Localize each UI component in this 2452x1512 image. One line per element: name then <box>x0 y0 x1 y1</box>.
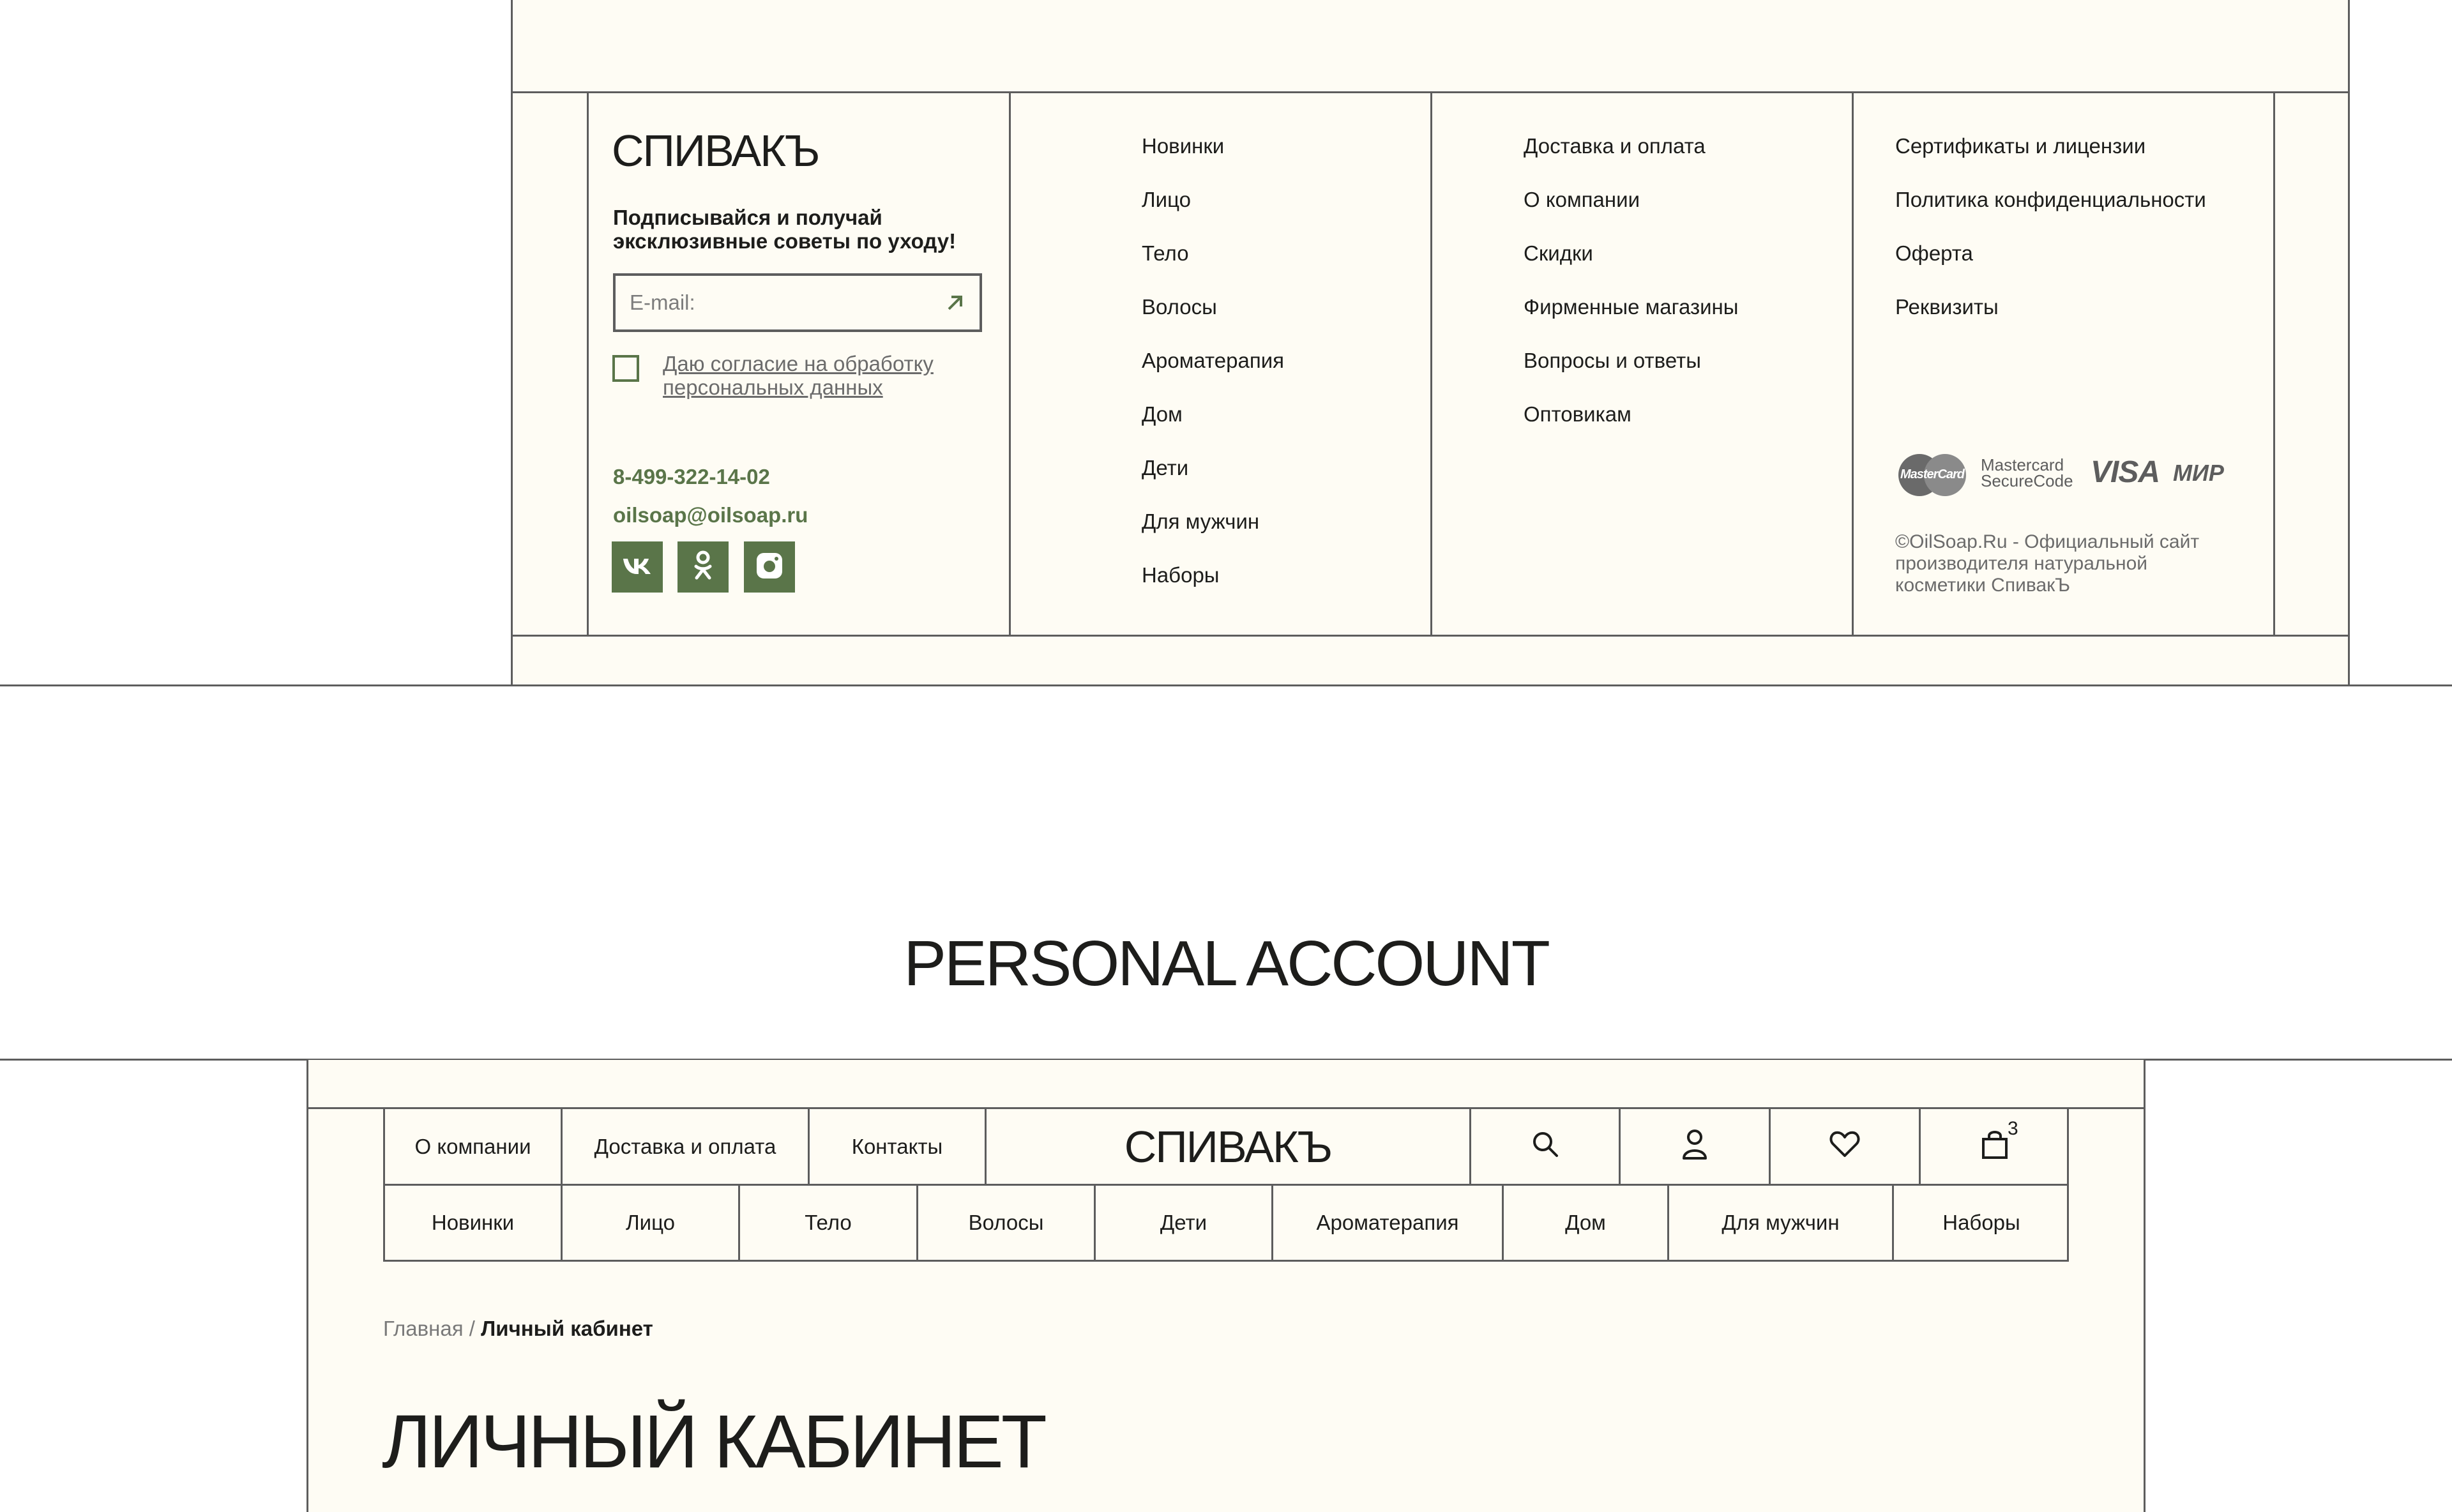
nav-nabory[interactable]: Наборы <box>1942 1211 2020 1234</box>
divider <box>0 684 2452 686</box>
breadcrumb-current: Личный кабинет <box>481 1317 653 1340</box>
footer-link-requisites[interactable]: Реквизиты <box>1895 295 1999 319</box>
footer-link-deti[interactable]: Дети <box>1142 456 1189 480</box>
consent-checkbox[interactable] <box>612 355 639 382</box>
footer-col-divider <box>1430 93 1432 635</box>
footer-link-certificates[interactable]: Сертификаты и лицензии <box>1895 134 2146 158</box>
nav-aromaterapiya[interactable]: Ароматерапия <box>1316 1211 1459 1234</box>
consent-link[interactable]: Даю согласие на обработку персональных данных <box>663 352 934 399</box>
footer-email[interactable]: oilsoap@oilsoap.ru <box>613 503 808 527</box>
search-icon <box>1531 1130 1559 1163</box>
odnoklassniki-icon <box>692 550 714 585</box>
page-title: ЛИЧНЫЙ КАБИНЕТ <box>382 1400 1045 1484</box>
footer-link-aromaterapiya[interactable]: Ароматерапия <box>1142 349 1285 372</box>
footer-col-divider <box>1009 93 1011 635</box>
securecode-line1: Mastercard <box>1981 455 2064 474</box>
header-logo[interactable]: СПИВАКЪ <box>1124 1121 1332 1172</box>
odnoklassniki-button[interactable] <box>677 541 729 593</box>
instagram-button[interactable] <box>744 541 795 593</box>
account-button[interactable] <box>1621 1109 1769 1184</box>
breadcrumb-separator: / <box>463 1317 481 1340</box>
breadcrumb-home[interactable]: Главная <box>383 1317 464 1340</box>
mastercard-badge-text: MasterCard <box>1900 467 1965 481</box>
footer-link-offer[interactable]: Оферта <box>1895 241 1973 265</box>
visa-logo: VISA <box>2091 455 2160 489</box>
mir-logo: МИР <box>2173 460 2224 486</box>
footer-link-stores[interactable]: Фирменные магазины <box>1524 295 1739 319</box>
nav-telo[interactable]: Тело <box>805 1211 852 1234</box>
footer-link-dom[interactable]: Дом <box>1142 402 1183 426</box>
footer-link-privacy[interactable]: Политика конфиденциальности <box>1895 188 2206 211</box>
securecode-logo <box>1981 457 2073 489</box>
copyright-text: ©OilSoap.Ru - Официальный сайт производителя натуральной косметики СпивакЪ <box>1895 531 2200 596</box>
nav-volosy[interactable]: Волосы <box>968 1211 1044 1234</box>
footer-link-faq[interactable]: Вопросы и ответы <box>1524 349 1701 372</box>
vk-icon <box>622 556 653 578</box>
footer-col-divider <box>2273 93 2275 635</box>
cart-button[interactable] <box>1921 1109 2069 1184</box>
search-button[interactable] <box>1471 1109 1619 1184</box>
footer-link-telo[interactable]: Тело <box>1142 241 1189 265</box>
nav-litso[interactable]: Лицо <box>626 1211 675 1234</box>
nav-dlya-muzhchin[interactable]: Для мужчин <box>1722 1211 1840 1234</box>
nav-novinki[interactable]: Новинки <box>431 1211 515 1234</box>
footer-link-nabory[interactable]: Наборы <box>1142 563 1220 587</box>
heart-icon <box>1829 1130 1861 1163</box>
subscribe-text: Подписывайся и получай эксклюзивные советы по уходу! <box>613 206 957 253</box>
vk-button[interactable] <box>612 541 663 593</box>
footer-link-volosy[interactable]: Волосы <box>1142 295 1217 319</box>
footer-link-dlya-muzhchin[interactable]: Для мужчин <box>1142 510 1260 533</box>
shopping-bag-icon <box>1981 1129 2008 1165</box>
cart-count-badge: 3 <box>2008 1118 2018 1139</box>
footer-link-delivery[interactable]: Доставка и оплата <box>1524 134 1706 158</box>
securecode-line2: SecureCode <box>1981 471 2073 490</box>
instagram-icon <box>755 552 783 583</box>
breadcrumb <box>383 1317 653 1341</box>
email-field[interactable] <box>613 273 982 332</box>
nav-deti[interactable]: Дети <box>1160 1211 1207 1234</box>
arrow-up-right-icon[interactable] <box>945 292 965 313</box>
footer-link-about[interactable]: О компании <box>1524 188 1640 211</box>
header-link-about[interactable]: О компании <box>414 1134 531 1158</box>
footer-link-discounts[interactable]: Скидки <box>1524 241 1593 265</box>
header-link-delivery[interactable]: Доставка и оплата <box>594 1134 776 1158</box>
nav-dom[interactable]: Дом <box>1565 1211 1606 1234</box>
footer-col-divider <box>1852 93 1854 635</box>
footer-link-novinki[interactable]: Новинки <box>1142 134 1225 158</box>
section-title: PERSONAL ACCOUNT <box>904 928 1548 999</box>
footer-col-divider <box>587 93 589 635</box>
email-placeholder: E-mail: <box>630 291 695 314</box>
footer-phone[interactable]: 8-499-322-14-02 <box>613 465 770 488</box>
header-link-contacts[interactable]: Контакты <box>851 1134 943 1158</box>
mastercard-logo <box>1896 453 1968 497</box>
footer-link-wholesale[interactable]: Оптовикам <box>1524 402 1631 426</box>
footer-link-litso[interactable]: Лицо <box>1142 188 1191 211</box>
favorites-button[interactable] <box>1771 1109 1919 1184</box>
user-icon <box>1682 1129 1707 1165</box>
footer-logo[interactable]: СПИВАКЪ <box>612 126 819 176</box>
